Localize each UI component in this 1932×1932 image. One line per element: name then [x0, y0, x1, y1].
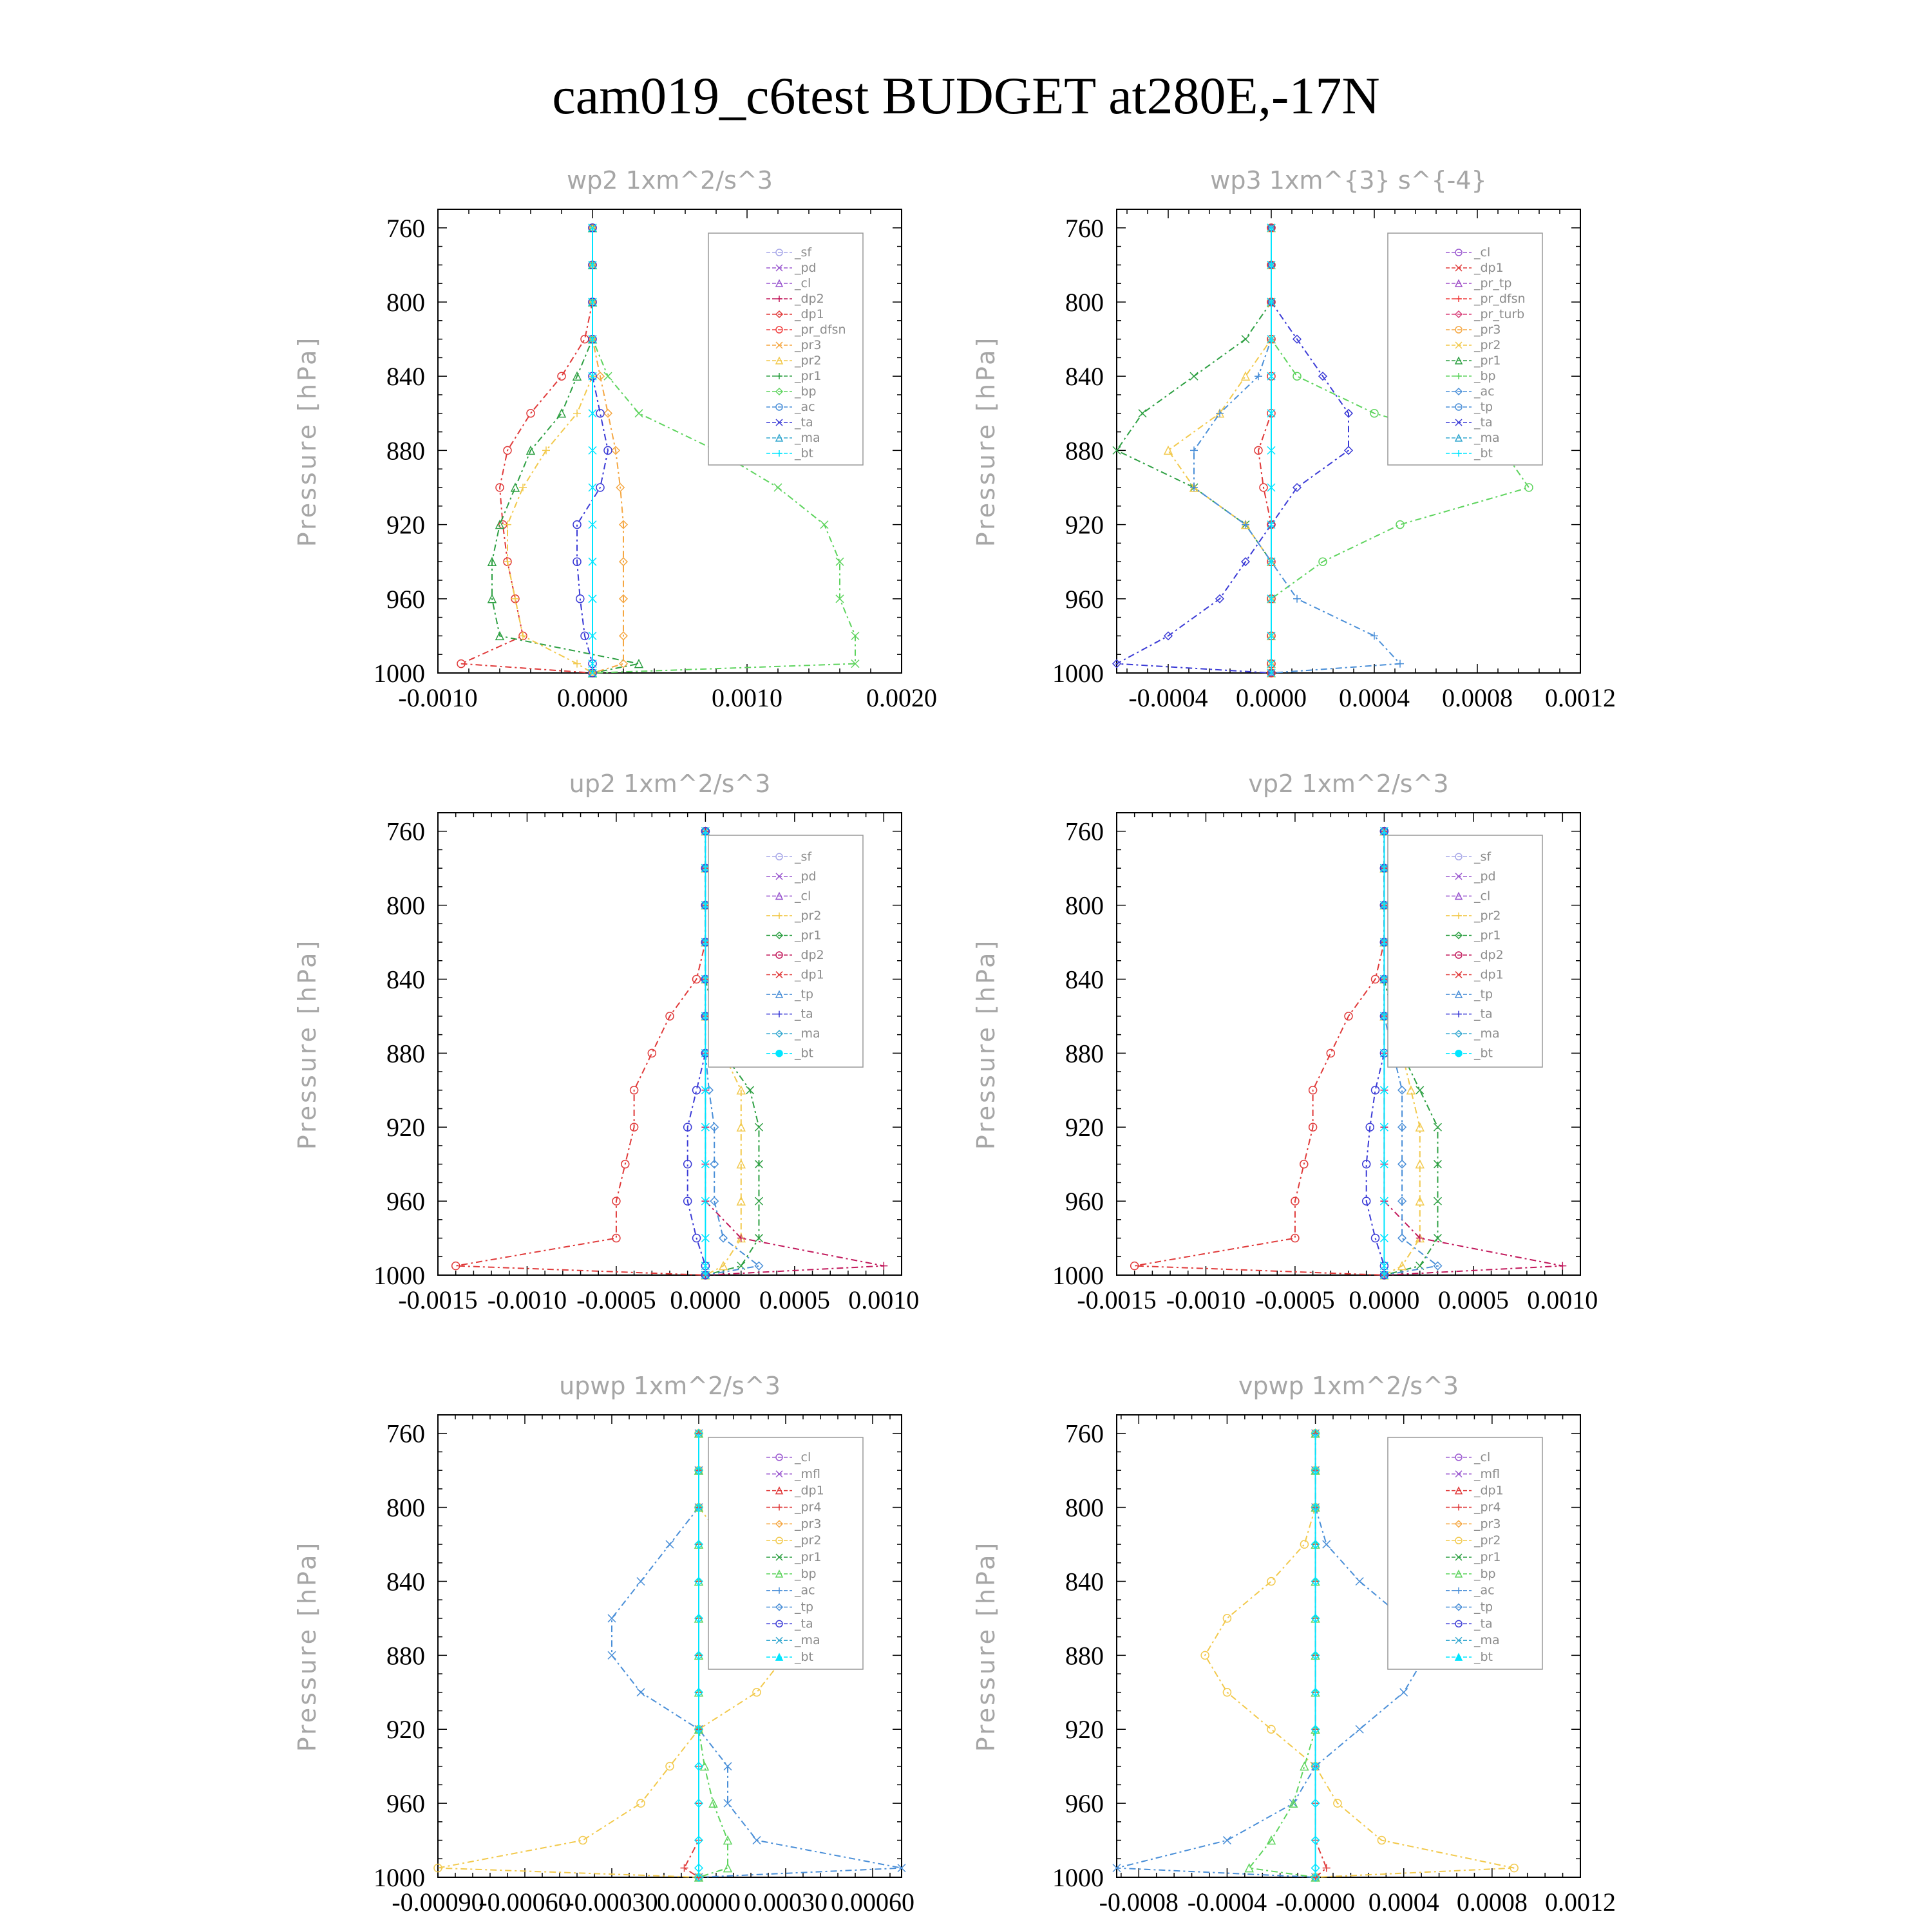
- legend-label: _tp: [1474, 400, 1493, 414]
- legend-label: _cl: [1474, 889, 1491, 904]
- x-tick-label: -0.0010: [1166, 1285, 1246, 1314]
- data-point: [1267, 1725, 1275, 1733]
- panel-4: [972, 770, 1598, 1314]
- x-tick-label: 0.0008: [1456, 1888, 1528, 1917]
- legend-label: _mfl: [795, 1466, 820, 1481]
- data-point: [1396, 521, 1404, 529]
- panel-6: [972, 1372, 1616, 1917]
- legend-label: _dp1: [1474, 1483, 1504, 1498]
- legend-box: [1388, 835, 1542, 1067]
- data-point: [1434, 1197, 1441, 1205]
- legend-label: _pr1: [795, 369, 822, 383]
- data-point: [774, 484, 782, 491]
- legend-label: _pr_dfsn: [1474, 292, 1526, 306]
- series-line_tp: [1194, 228, 1400, 673]
- y-tick-label: 1000: [1052, 1863, 1104, 1892]
- x-tick-label: 0.0012: [1545, 1888, 1616, 1917]
- legend-label: _bp: [795, 1566, 817, 1581]
- legend-label: _cl: [795, 276, 811, 290]
- x-tick-label: 0.00060: [831, 1888, 914, 1917]
- y-tick-label: 1000: [374, 1261, 425, 1290]
- data-point: [504, 521, 511, 529]
- legend-label: _ta: [1474, 1616, 1493, 1631]
- data-point: [1434, 1235, 1441, 1242]
- data-point: [637, 1577, 645, 1585]
- x-tick-label: 0.0000: [557, 683, 628, 712]
- data-point: [755, 1197, 762, 1205]
- legend-box: [708, 835, 863, 1067]
- data-point: [573, 660, 581, 668]
- y-tick-label: 760: [1065, 817, 1104, 846]
- series-line_pr2: [1168, 228, 1271, 673]
- x-tick-label: -0.0015: [1077, 1285, 1157, 1314]
- legend-label: _dp1: [795, 1483, 824, 1498]
- y-tick-label: 880: [386, 436, 425, 466]
- data-point: [1323, 1540, 1331, 1548]
- data-point: [1558, 1262, 1566, 1270]
- y-tick-label: 920: [1065, 1113, 1104, 1142]
- x-tick-label: -0.0005: [1255, 1285, 1335, 1314]
- data-point: [1216, 410, 1224, 417]
- y-tick-label: 760: [386, 213, 425, 243]
- data-point: [1372, 1235, 1379, 1242]
- x-tick-label: -0.0008: [1099, 1888, 1179, 1917]
- legend-label: _tp: [795, 987, 814, 1002]
- legend-label: _ac: [1474, 384, 1495, 399]
- data-point: [1242, 372, 1249, 380]
- legend-label: _pr1: [1474, 354, 1501, 368]
- legend-label: _pr2: [1474, 908, 1501, 923]
- legend-label: _pr3: [795, 1517, 822, 1531]
- x-tick-label: 0.0012: [1545, 683, 1616, 712]
- data-point: [1131, 1262, 1139, 1270]
- data-point: [880, 1262, 887, 1270]
- x-tick-label: -0.0015: [398, 1285, 478, 1314]
- data-point: [1398, 1086, 1406, 1094]
- data-point: [558, 372, 565, 380]
- legend-label: _ma: [795, 1633, 820, 1648]
- y-tick-label: 840: [386, 1567, 425, 1596]
- y-tick-label: 960: [386, 1187, 425, 1217]
- x-tick-label: -0.0000: [1275, 1888, 1356, 1917]
- panel-title: vp2 1xm^2/s^3: [1248, 770, 1449, 798]
- data-point: [608, 1651, 616, 1659]
- x-tick-label: 0.0000: [670, 1285, 741, 1314]
- legend-label: _pr2: [1474, 1533, 1501, 1548]
- y-tick-label: 1000: [374, 659, 425, 688]
- legend-label: _pr2: [795, 354, 822, 368]
- panel-title: up2 1xm^2/s^3: [569, 770, 771, 798]
- legend-label: _bt: [1474, 1650, 1493, 1665]
- data-point: [637, 1799, 645, 1807]
- data-point: [1242, 336, 1249, 343]
- legend-marker: [1455, 1050, 1462, 1057]
- data-point: [1223, 1837, 1231, 1844]
- data-point: [452, 1262, 460, 1270]
- x-tick-label: 0.0010: [712, 683, 782, 712]
- y-tick-label: 760: [1065, 1419, 1104, 1448]
- legend-label: _ma: [1474, 1633, 1500, 1648]
- legend-label: _pr1: [1474, 1550, 1501, 1564]
- data-point: [604, 410, 612, 417]
- data-point: [1300, 1763, 1308, 1770]
- y-tick-label: 840: [386, 362, 425, 392]
- y-tick-label: 800: [1065, 1493, 1104, 1522]
- legend-label: _ac: [795, 1583, 815, 1598]
- y-tick-label: 920: [386, 1715, 425, 1745]
- legend-label: _pd: [795, 261, 817, 275]
- x-tick-label: 0.0010: [1527, 1285, 1598, 1314]
- y-tick-label: 1000: [1052, 659, 1104, 688]
- legend-label: _ma: [1474, 1027, 1500, 1041]
- data-point: [820, 521, 828, 529]
- legend-label: _pr_dfsn: [795, 323, 846, 337]
- legend-label: _pd: [1474, 869, 1496, 884]
- legend-label: _pr1: [795, 1550, 822, 1564]
- legend-label: _pr3: [1474, 323, 1501, 337]
- y-tick-label: 800: [386, 891, 425, 920]
- y-tick-label: 920: [1065, 510, 1104, 540]
- legend-box: [708, 1437, 863, 1669]
- legend-label: _ta: [795, 415, 813, 430]
- x-tick-label: 0.0005: [1437, 1285, 1509, 1314]
- y-tick-label: 800: [1065, 891, 1104, 920]
- legend-label: _pr3: [795, 338, 822, 352]
- data-point: [604, 372, 612, 380]
- x-tick-label: -0.0010: [398, 683, 478, 712]
- x-tick-label: 0.0010: [848, 1285, 920, 1314]
- legend-label: _ta: [1474, 415, 1493, 430]
- x-tick-label: 0.0008: [1442, 683, 1513, 712]
- data-point: [519, 484, 527, 491]
- y-axis-label: Pressure [hPa]: [293, 1540, 321, 1752]
- data-point: [648, 1049, 656, 1057]
- y-tick-label: 800: [386, 288, 425, 317]
- legend-label: _pr1: [795, 928, 822, 943]
- legend-label: _cl: [1474, 1450, 1491, 1464]
- legend-label: _pr2: [795, 1533, 822, 1548]
- legend-label: _bt: [795, 446, 814, 460]
- data-point: [1356, 1577, 1363, 1585]
- legend-label: _pr4: [1474, 1500, 1501, 1515]
- legend-label: _ta: [795, 1007, 813, 1021]
- x-tick-label: -0.00060: [478, 1888, 571, 1917]
- legend-label: _ta: [795, 1616, 813, 1631]
- panel-2: [972, 166, 1616, 712]
- y-tick-label: 760: [1065, 213, 1104, 243]
- x-tick-label: 0.0005: [759, 1285, 830, 1314]
- series-line_tp: [1117, 1434, 1426, 1877]
- series-line_bp: [1249, 1434, 1316, 1877]
- legend-label: _pr2: [795, 908, 822, 923]
- y-axis-label: Pressure [hPa]: [293, 938, 321, 1150]
- legend-label: _cl: [795, 889, 811, 904]
- x-tick-label: 0.0020: [866, 683, 937, 712]
- series-line_pr1: [492, 228, 639, 673]
- x-tick-label: -0.0010: [487, 1285, 567, 1314]
- y-tick-label: 920: [386, 1113, 425, 1142]
- x-tick-label: 0.0004: [1339, 683, 1410, 712]
- x-tick-label: 0.0000: [1236, 683, 1307, 712]
- legend-label: _cl: [795, 1450, 811, 1464]
- legend-label: _ma: [795, 431, 820, 445]
- data-point: [1164, 446, 1172, 454]
- panel-3: [293, 770, 919, 1314]
- legend-label: _sf: [795, 245, 812, 260]
- data-point: [1396, 660, 1404, 668]
- y-tick-label: 800: [386, 1493, 425, 1522]
- y-tick-label: 1000: [374, 1863, 425, 1892]
- legend-label: _dp2: [795, 292, 824, 306]
- y-tick-label: 800: [1065, 288, 1104, 317]
- data-point: [753, 1837, 761, 1844]
- y-tick-label: 880: [1065, 436, 1104, 466]
- data-point: [511, 484, 519, 491]
- legend-label: _ac: [795, 400, 815, 414]
- y-tick-label: 840: [1065, 362, 1104, 392]
- y-tick-label: 960: [1065, 1187, 1104, 1217]
- y-tick-label: 1000: [1052, 1261, 1104, 1290]
- x-tick-label: -0.0005: [576, 1285, 656, 1314]
- legend-label: _tp: [795, 1600, 814, 1615]
- legend-marker: [776, 1050, 782, 1057]
- legend-label: _pr3: [1474, 1517, 1501, 1531]
- data-point: [1434, 1123, 1441, 1131]
- data-point: [1190, 372, 1198, 380]
- y-axis-label: Pressure [hPa]: [293, 335, 321, 547]
- series-line_dp1: [1135, 831, 1385, 1275]
- legend-label: _tp: [1474, 987, 1493, 1002]
- y-tick-label: 840: [386, 965, 425, 994]
- legend-label: _dp1: [795, 967, 824, 982]
- data-point: [1356, 1725, 1363, 1733]
- legend-label: _tp: [1474, 1600, 1493, 1615]
- y-axis-label: Pressure [hPa]: [972, 938, 1000, 1150]
- data-point: [755, 1123, 762, 1131]
- data-point: [1300, 1540, 1308, 1548]
- y-tick-label: 960: [386, 584, 425, 614]
- legend-label: _dp1: [1474, 261, 1504, 275]
- data-point: [573, 410, 581, 417]
- y-tick-label: 760: [386, 817, 425, 846]
- x-tick-label: 0.0004: [1368, 1888, 1439, 1917]
- data-point: [681, 1864, 688, 1872]
- legend-label: _sf: [1474, 849, 1492, 864]
- data-point: [1327, 1049, 1334, 1057]
- data-point: [666, 1540, 674, 1548]
- legend-label: _cl: [1474, 245, 1491, 260]
- panel-title: wp3 1xm^{3} s^{-4}: [1210, 166, 1487, 194]
- y-tick-label: 920: [386, 510, 425, 540]
- data-point: [753, 1689, 761, 1696]
- legend-label: _bp: [795, 384, 817, 399]
- legend-label: _bt: [795, 1046, 814, 1061]
- panel-title: wp2 1xm^2/s^3: [567, 166, 773, 194]
- y-tick-label: 760: [386, 1419, 425, 1448]
- y-tick-label: 880: [386, 1039, 425, 1068]
- x-tick-label: 0.00030: [744, 1888, 828, 1917]
- x-tick-label: -0.00090: [392, 1888, 484, 1917]
- data-point: [1293, 595, 1301, 603]
- legend-label: _bt: [1474, 446, 1493, 460]
- legend-box: [1388, 1437, 1542, 1669]
- series-line_ta: [1117, 228, 1349, 673]
- y-tick-label: 960: [1065, 584, 1104, 614]
- data-point: [1525, 484, 1533, 491]
- legend-label: _pd: [795, 869, 817, 884]
- data-point: [1400, 1689, 1408, 1696]
- legend-label: _dp2: [795, 948, 824, 962]
- panel-title: upwp 1xm^2/s^3: [559, 1372, 781, 1400]
- data-point: [635, 410, 643, 417]
- panel-1: [293, 166, 937, 712]
- legend-label: _dp1: [795, 307, 824, 321]
- y-tick-label: 880: [386, 1641, 425, 1671]
- data-point: [1190, 446, 1198, 454]
- y-tick-label: 920: [1065, 1715, 1104, 1745]
- y-tick-label: 880: [1065, 1641, 1104, 1671]
- series-line_dp1: [461, 228, 592, 673]
- y-axis-label: Pressure [hPa]: [972, 1540, 1000, 1752]
- legend-label: _pr4: [795, 1500, 822, 1515]
- y-tick-label: 880: [1065, 1039, 1104, 1068]
- data-point: [724, 1864, 732, 1872]
- legend-label: _pr2: [1474, 338, 1501, 352]
- data-point: [1223, 1615, 1231, 1622]
- legend-label: _pr_tp: [1474, 276, 1512, 290]
- x-tick-label: -0.00030: [565, 1888, 658, 1917]
- data-point: [1398, 1160, 1406, 1168]
- legend-label: _bt: [795, 1650, 814, 1665]
- data-point: [1267, 1577, 1275, 1585]
- legend-label: _bp: [1474, 1566, 1496, 1581]
- x-tick-label: 0.0000: [1349, 1285, 1420, 1314]
- y-tick-label: 840: [1065, 1567, 1104, 1596]
- panel-title: vpwp 1xm^2/s^3: [1238, 1372, 1459, 1400]
- legend-label: _sf: [795, 849, 812, 864]
- figure-title: cam019_c6test BUDGET at280E,-17N: [552, 66, 1380, 125]
- legend-label: _ac: [1474, 1583, 1495, 1598]
- legend-label: _ma: [1474, 431, 1500, 445]
- legend-label: _dp1: [1474, 967, 1504, 982]
- data-point: [573, 521, 581, 529]
- legend-label: _mfl: [1474, 1466, 1500, 1481]
- legend-label: _pr_turb: [1474, 307, 1525, 321]
- x-tick-label: -0.0004: [1128, 683, 1208, 712]
- y-tick-label: 840: [1065, 965, 1104, 994]
- panel-5: [293, 1372, 914, 1917]
- y-tick-label: 960: [1065, 1789, 1104, 1819]
- data-point: [1293, 372, 1301, 380]
- data-point: [637, 1689, 645, 1696]
- legend-label: _ta: [1474, 1007, 1493, 1021]
- data-point: [1139, 410, 1146, 417]
- legend-label: _bt: [1474, 1046, 1493, 1061]
- legend-label: _bp: [1474, 369, 1496, 383]
- y-tick-label: 960: [386, 1789, 425, 1819]
- x-tick-label: -0.0004: [1187, 1888, 1267, 1917]
- legend-label: _ma: [795, 1027, 820, 1041]
- y-axis-label: Pressure [hPa]: [972, 335, 1000, 547]
- series-line_dp1: [456, 831, 706, 1275]
- legend-label: _pr1: [1474, 928, 1501, 943]
- series-line_dp1: [1258, 228, 1271, 673]
- data-point: [684, 1160, 692, 1168]
- x-tick-label: 0.00000: [657, 1888, 741, 1917]
- data-point: [1416, 1086, 1424, 1094]
- legend-label: _dp2: [1474, 948, 1504, 962]
